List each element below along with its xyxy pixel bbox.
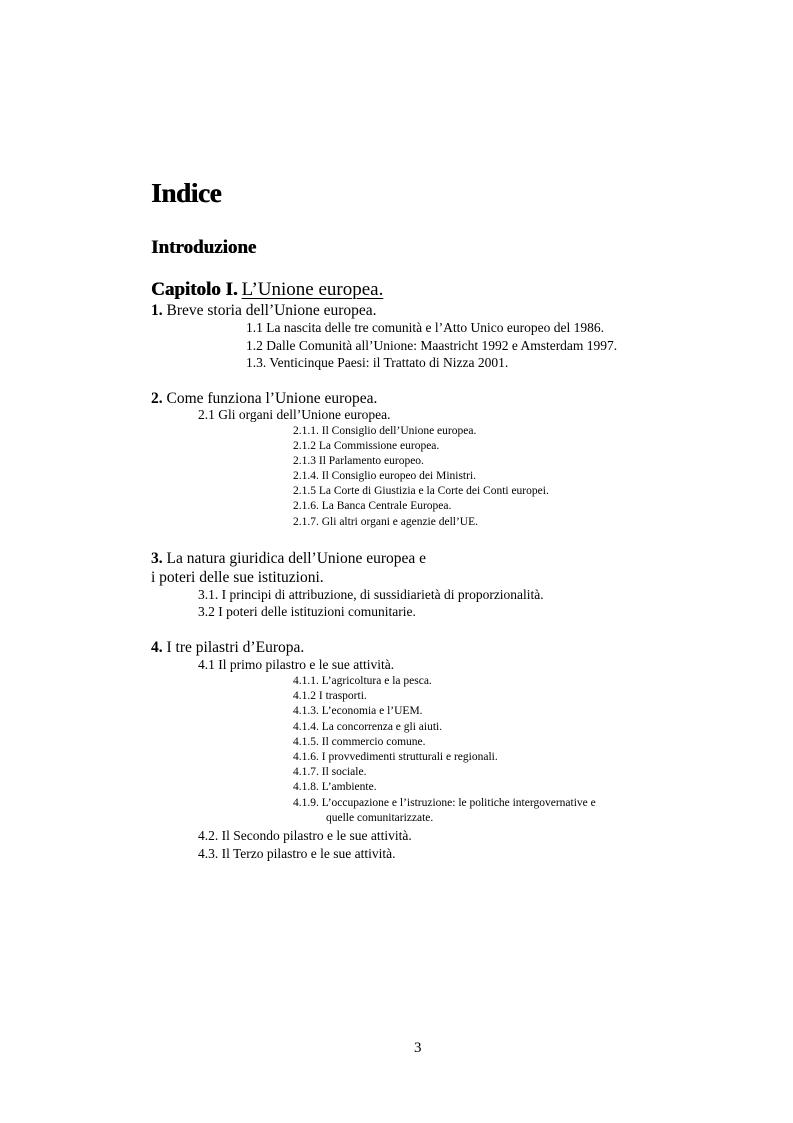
toc-entry-4-1-1: 4.1.1. L’agricoltura e la pesca. [293,675,432,687]
section-4-heading [151,640,304,656]
section-4-text: I tre pilastri d’Europa. [166,639,305,656]
toc-entry-4-1-8: 4.1.8. L’ambiente. [293,781,377,793]
section-2-number: 2. [151,390,163,407]
toc-entry-2-1: 2.1 Gli organi dell’Unione europea. [198,407,391,422]
toc-entry-4-1-2: 4.1.2 I trasporti. [293,690,367,702]
section-3-text: La natura giuridica dell’Unione europea e [166,550,427,567]
toc-entry-4-3: 4.3. Il Terzo pilastro e le sue attività. [198,846,396,861]
toc-entry-2-1-5: 2.1.5 La Corte di Giustizia e la Corte dei Conti europei. [293,485,549,497]
toc-entry-2-1-7: 2.1.7. Gli altri organi e agenzie dell’UE. [293,516,479,528]
toc-entry-4-2: 4.2. Il Secondo pilastro e le sue attività. [198,828,412,843]
toc-entry-1-1: 1.1 La nascita delle tre comunità e l’Atto Unico europeo del 1986. [246,320,605,335]
page-number: 3 [414,1040,422,1056]
toc-entry-4-1: 4.1 Il primo pilastro e le sue attività. [198,657,395,672]
section-2-heading [151,391,377,407]
section-2-text: Come funziona l’Unione europea. [166,390,378,407]
toc-entry-4-1-5: 4.1.5. Il commercio comune. [293,736,426,748]
toc-entry-3-2: 3.2 I poteri delle istituzioni comunitarie. [198,604,416,619]
toc-entry-2-1-6: 2.1.6. La Banca Centrale Europea. [293,500,452,512]
toc-entry-2-1-1: 2.1.1. Il Consiglio dell’Unione europea. [293,425,477,437]
toc-entry-4-1-9-cont: quelle comunitarizzate. [326,812,434,824]
chapter-title: L’Unione europea. [241,279,384,300]
section-1-number: 1. [151,302,163,319]
section-1-heading [151,303,377,319]
chapter-number: Capitolo I. [151,279,238,300]
section-3-number: 3. [151,550,163,567]
toc-entry-4-1-9: 4.1.9. L’occupazione e l’istruzione: le politiche intergovernative e [293,797,596,809]
section-4-number: 4. [151,639,163,656]
toc-entry-2-1-4: 2.1.4. Il Consiglio europeo dei Ministri. [293,470,477,482]
chapter-heading [151,280,383,299]
toc-entry-4-1-7: 4.1.7. Il sociale. [293,766,367,778]
toc-entry-3-1: 3.1. I principi di attribuzione, di sussidiarietà di proporzionalità. [198,587,544,602]
toc-entry-2-1-3: 2.1.3 Il Parlamento europeo. [293,455,424,467]
toc-entry-4-1-3: 4.1.3. L’economia e l’UEM. [293,705,423,717]
toc-entry-4-1-6: 4.1.6. I provvedimenti strutturali e regionali. [293,751,498,763]
section-3-text-cont: i poteri delle sue istituzioni. [151,569,324,586]
toc-entry-2-1-2: 2.1.2 La Commissione europea. [293,440,440,452]
section-3-heading [151,551,426,567]
index-title: Indice [151,178,222,208]
introduction-heading: Introduzione [151,237,257,258]
toc-entry-1-2: 1.2 Dalle Comunità all’Unione: Maastricht 1992 e Amsterdam 1997. [246,338,618,353]
toc-entry-4-1-4: 4.1.4. La concorrenza e gli aiuti. [293,721,443,733]
toc-entry-1-3: 1.3. Venticinque Paesi: il Trattato di Nizza 2001. [246,355,509,370]
section-1-text: Breve storia dell’Unione europea. [166,302,377,319]
